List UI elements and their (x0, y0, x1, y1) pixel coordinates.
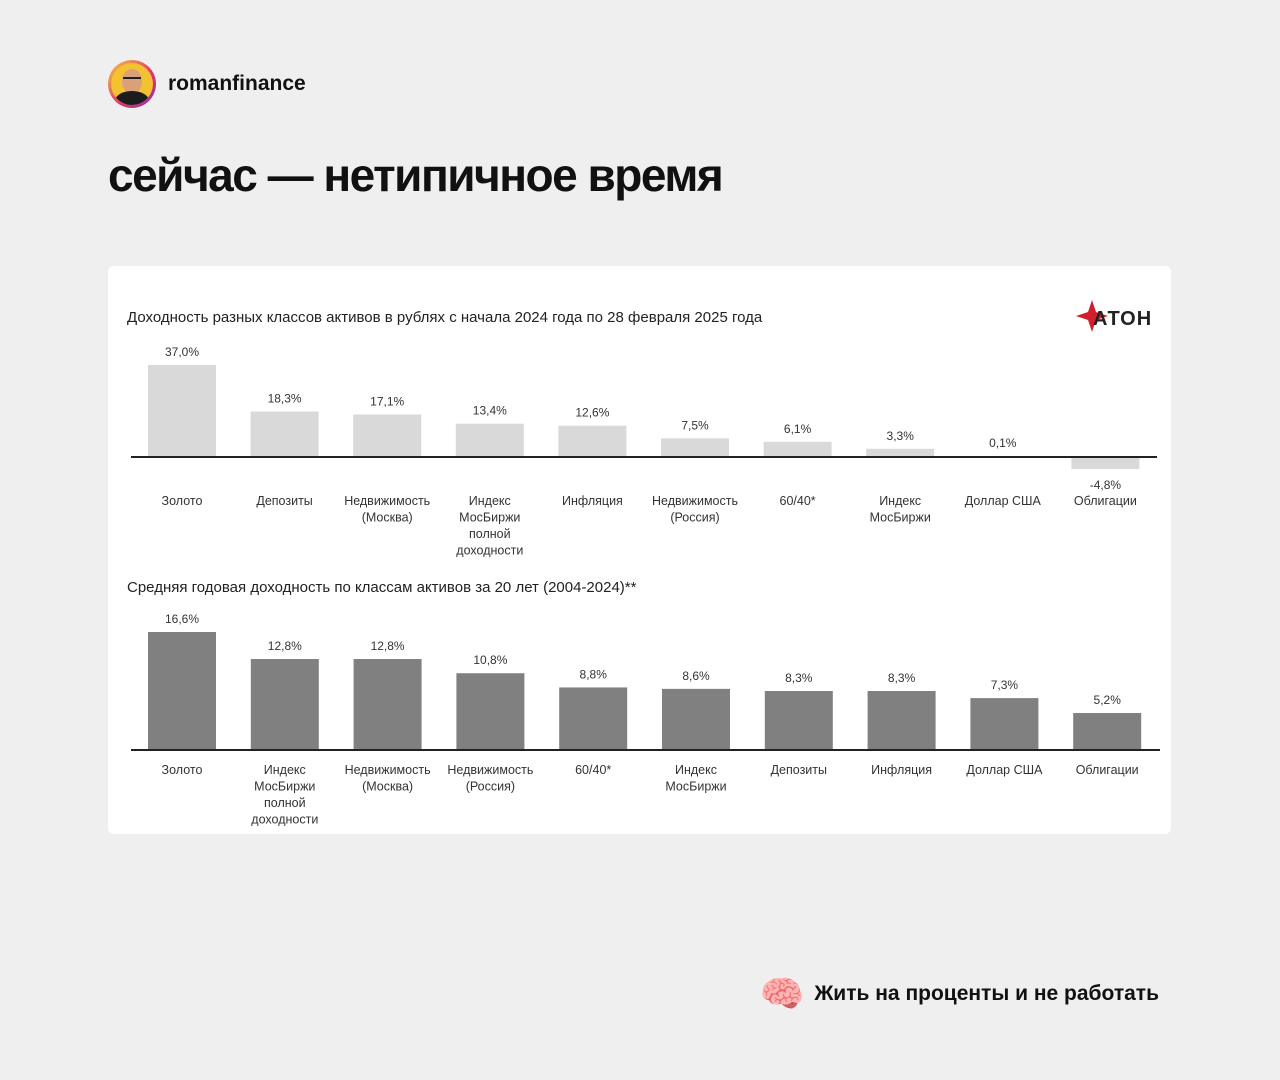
page-title: сейчас — нетипичное время (108, 149, 723, 201)
avatar[interactable] (108, 60, 156, 108)
chart2-category-label: Доллар США (966, 763, 1043, 777)
chart1-category-label: Облигации (1073, 494, 1137, 508)
chart2-bar (559, 687, 627, 750)
chart1-value-label: 12,6% (575, 405, 610, 420)
chart2-bar (354, 659, 422, 750)
chart1-value-label: -4,8% (1089, 477, 1122, 492)
chart2-title: Средняя годовая доходность по классам активов за 20 лет (2004-2024)** (127, 579, 637, 596)
chart2 (131, 612, 1160, 827)
chart2-value-label: 7,3% (990, 678, 1019, 693)
author-name[interactable]: romanfinance (168, 72, 306, 95)
chart2-category-label: Недвижимость (Москва) (344, 763, 431, 794)
chart1-category-label: Золото (161, 494, 203, 508)
chart2-bar (148, 632, 216, 750)
chart1-category-label: 60/40* (779, 494, 816, 508)
chart2-category-label: Недвижимость (Россия) (447, 763, 534, 794)
footer-text: Жить на проценты и не работать (814, 982, 1159, 1005)
chart1-value-label: 7,5% (681, 418, 709, 433)
chart1-value-label: 18,3% (267, 391, 302, 406)
chart1-bar (661, 438, 729, 457)
chart1-bar (558, 426, 626, 457)
chart1-value-label: 6,1% (783, 421, 812, 436)
chart2-value-label: 8,8% (579, 667, 607, 682)
chart1-bar (251, 411, 319, 457)
chart1-value-label: 17,1% (370, 394, 405, 409)
chart2-category-label: Золото (161, 763, 203, 777)
chart2-category-label: Индекс МосБиржи полной доходности (251, 763, 319, 827)
chart1-category-label: Недвижимость (Россия) (652, 494, 738, 525)
chart2-value-label: 8,3% (887, 671, 916, 685)
chart-card (108, 266, 1171, 834)
chart2-value-label: 5,2% (1093, 693, 1121, 708)
chart2-value-label: 10,8% (473, 653, 508, 668)
chart2-category-label: Индекс МосБиржи (665, 763, 727, 794)
chart1-bar (866, 449, 934, 457)
chart2-category-label: Облигации (1075, 763, 1139, 777)
chart2-bar (970, 698, 1038, 750)
brain-icon: 🧠 (759, 973, 805, 1014)
chart2-value-label: 12,8% (267, 639, 302, 654)
chart2-bar (456, 673, 524, 750)
chart2-category-label: Инфляция (871, 763, 933, 777)
chart1-category-label: Индекс МосБиржи полной доходности (456, 494, 524, 558)
chart1-bar (148, 365, 216, 457)
chart2-value-label: 8,3% (785, 671, 813, 685)
avatar-photo (111, 63, 153, 105)
chart2-category-label: 60/40* (575, 763, 612, 777)
chart1-value-label: 0,1% (989, 436, 1017, 450)
chart1-value-label: 3,3% (886, 428, 914, 443)
chart1-bar (1071, 457, 1139, 469)
chart1-value-label: 37,0% (164, 345, 200, 359)
chart2-bar (1073, 713, 1141, 750)
chart2-category-label: Депозиты (770, 763, 828, 777)
chart1-category-label: Индекс МосБиржи (869, 494, 931, 525)
chart2-value-label: 16,6% (164, 612, 200, 626)
chart2-bar (765, 691, 833, 750)
footer (760, 974, 1160, 1014)
aton-logo-text: АТОН (1093, 308, 1153, 330)
chart1-bar (764, 442, 832, 457)
chart1-title: Доходность разных классов активов в рублях с начала 2024 года по 28 февраля 2025 года (127, 309, 763, 326)
chart2-value-label: 8,6% (682, 668, 710, 683)
chart2-value-label: 12,8% (370, 639, 405, 654)
chart2-bar (868, 691, 936, 750)
chart1-category-label: Недвижимость (Москва) (344, 494, 431, 525)
chart1-bar (456, 424, 524, 457)
chart1-category-label: Депозиты (256, 494, 313, 508)
chart1-category-label: Инфляция (561, 494, 623, 508)
chart1-bar (353, 414, 421, 457)
chart2-bar (662, 689, 730, 750)
charts-svg (108, 266, 1171, 834)
chart1 (131, 345, 1157, 558)
chart1-value-label: 13,4% (472, 403, 507, 418)
chart2-bar (251, 659, 319, 750)
chart1-category-label: Доллар США (964, 494, 1041, 508)
author[interactable] (108, 60, 306, 108)
